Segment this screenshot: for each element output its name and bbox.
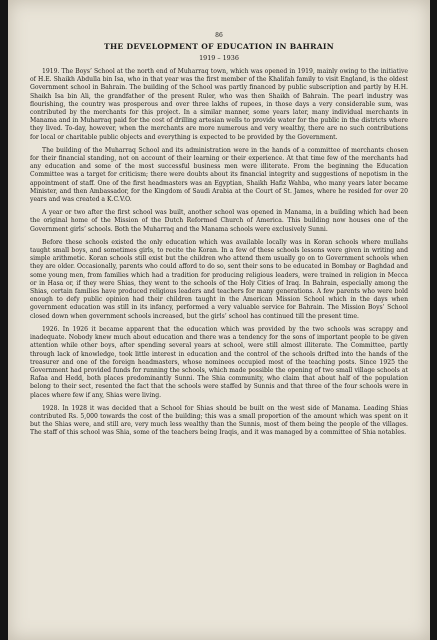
page-number: 86 (215, 32, 223, 39)
paragraph-1919: 1919. The Boys’ School at the north end of Muharraq town, which was opened in 1919, mainly owing to the initiative of H.E. Shaikh Abdulla bin Isa, who in that year was the first member of the Khalifah family to visit England, is the oldest Government school in Bahrain. The building of the School was partly financed by public subscription and partly by H.H. Shaikh Isa bin Ali, the grandfather of the present Ruler, who was then Shaikh of Bahrain. The pearl industry was flourishing, the country was prosperous and over three lakhs of rupees, in those days a very considerable sum, was contributed by the merchants for this project. In a similar manner, some years later, many individual merchants in Manama and in Muharraq paid for the cost of drilling artesian wells to provide water for the public in the districts where they lived. To-day, however, when the merchants are more numerous and very wealthy, there are no such contributions for local or charitable public objects and everything is expected to be provided by the Government. (30, 68, 408, 141)
body-text (30, 68, 408, 443)
document-page (8, 0, 430, 640)
paragraph-1928: 1928. In 1928 it was decided that a School for Shias should be built on the west side of Manama. Leading Shias contributed Rs. 5,000 towards the cost of the building; this was a small proportion of the amount which was spent on it but the Shias were, and still are, very much less wealthy than the Sunnis, most of them being the people of the villages. The staff of this school was Shia, some of the teachers being Iraqis, and it was managed by a committee of Shia notables. (30, 404, 408, 437)
page-subtitle: 1919 – 1936 (199, 54, 239, 62)
paragraph-koran-schools: Before these schools existed the only education which was available locally was in Koran schools where mullahs taught small boys, and sometimes girls, to recite the Koran. In a few of these schools lessons were given in writing and simple arithmetic. Koran schools still exist but the children who attend them usually go on to Government schools when they are older. Occasionally, parents who could afford to do so, sent their sons to be educated in Bombay or Baghdad and some young men, from families which had a tradition for producing religious leaders, were trained in religion in Mecca or in Hasa or, if they were Shias, they went to the schools of the Holy Cities of Iraq. In Bahrain, especially among the Shias, certain families have produced religious leaders and teachers for many generations. A few parents who were bold enough to defy public opinion had their children taught in the American Mission School which in the days when government education was still in its infancy, performed a very valuable service for Bahrain. The Mission Boys’ School closed down when government schools increased, but the girls’ school has continued till the present time. (30, 238, 408, 320)
paragraph-1926: 1926. In 1926 it became apparent that the education which was provided by the two schools was scrappy and inadequate. Nobody knew much about education and there was a tendency for the sons of important people to be given attention while other boys, after spending several years at school, were still almost illiterate. The Committee, partly through lack of knowledge, took little interest in education and the control of the schools drifted into the hands of the treasurer and one of the foreign headmasters, whose nominees occupied most of the teaching posts. Since 1925 the Government had provided funds for running the schools, which made possible the opening of two small village schools at Rafaa and Hedd, both places predominantly Sunni. The Shia community, who claim that about half of the population belong to their sect, resented the fact that the schools were staffed by Sunnis and that three of the four schools were in places where few if any, Shias were living. (30, 325, 408, 399)
paragraph-muharraq-committee: The building of the Muharraq School and its administration were in the hands of a committee of merchants chosen for their financial standing, not on account of their learning or their experience. At that time few of the merchants had any education and some of the most successful business men were illiterate. From the beginning the Education Committee was a target for criticism; there were doubts about its financial integrity and suggestions of nepotism in the appointment of staff. One of the first headmasters was an Egyptian, Shaikh Hafiz Wahba, who many years later became Minister, and then Ambassador, for the Kingdom of Saudi Arabia at the Court of St. James, where he resided for over 20 years and was created a K.C.V.O. (30, 146, 408, 204)
paragraph-manama-school: A year or two after the first school was built, another school was opened in Manama, in a building which had been the original home of the Mission of the Dutch Reformed Church of America. This building now houses one of the Government girls’ schools. Both the Muharraq and the Manama schools were exclusively Sunni. (30, 209, 408, 233)
page-title: THE DEVELOPMENT OF EDUCATION IN BAHRAIN (104, 42, 334, 51)
